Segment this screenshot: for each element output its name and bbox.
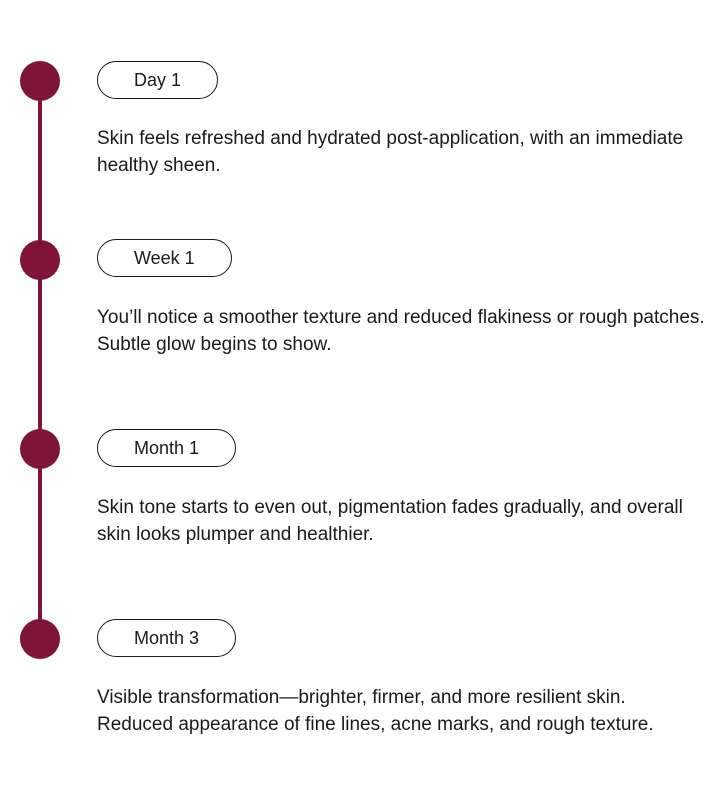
timeline-step-label: Month 1 — [97, 429, 236, 467]
timeline-dot — [20, 61, 60, 101]
timeline-step-label: Week 1 — [97, 239, 232, 277]
timeline-step-label: Day 1 — [97, 61, 218, 99]
timeline-step-description: Skin feels refreshed and hydrated post-application, with an immediate healthy sheen. — [97, 128, 684, 176]
timeline-dot — [20, 619, 60, 659]
timeline-step-description: You’ll notice a smoother texture and reduced flakiness or rough patches. Subtle glow begins to show. — [97, 307, 705, 355]
timeline-line — [38, 80, 42, 640]
timeline-dot — [20, 240, 60, 280]
timeline-step-description: Skin tone starts to even out, pigmentation fades gradually, and overall skin looks plumper and healthier. — [97, 497, 683, 545]
timeline-step-description: Visible transformation—brighter, firmer, and more resilient skin. Reduced appearance of fine lines, acne marks, and rough texture. — [97, 687, 654, 735]
timeline-step-label: Month 3 — [97, 619, 236, 657]
timeline-dot — [20, 429, 60, 469]
